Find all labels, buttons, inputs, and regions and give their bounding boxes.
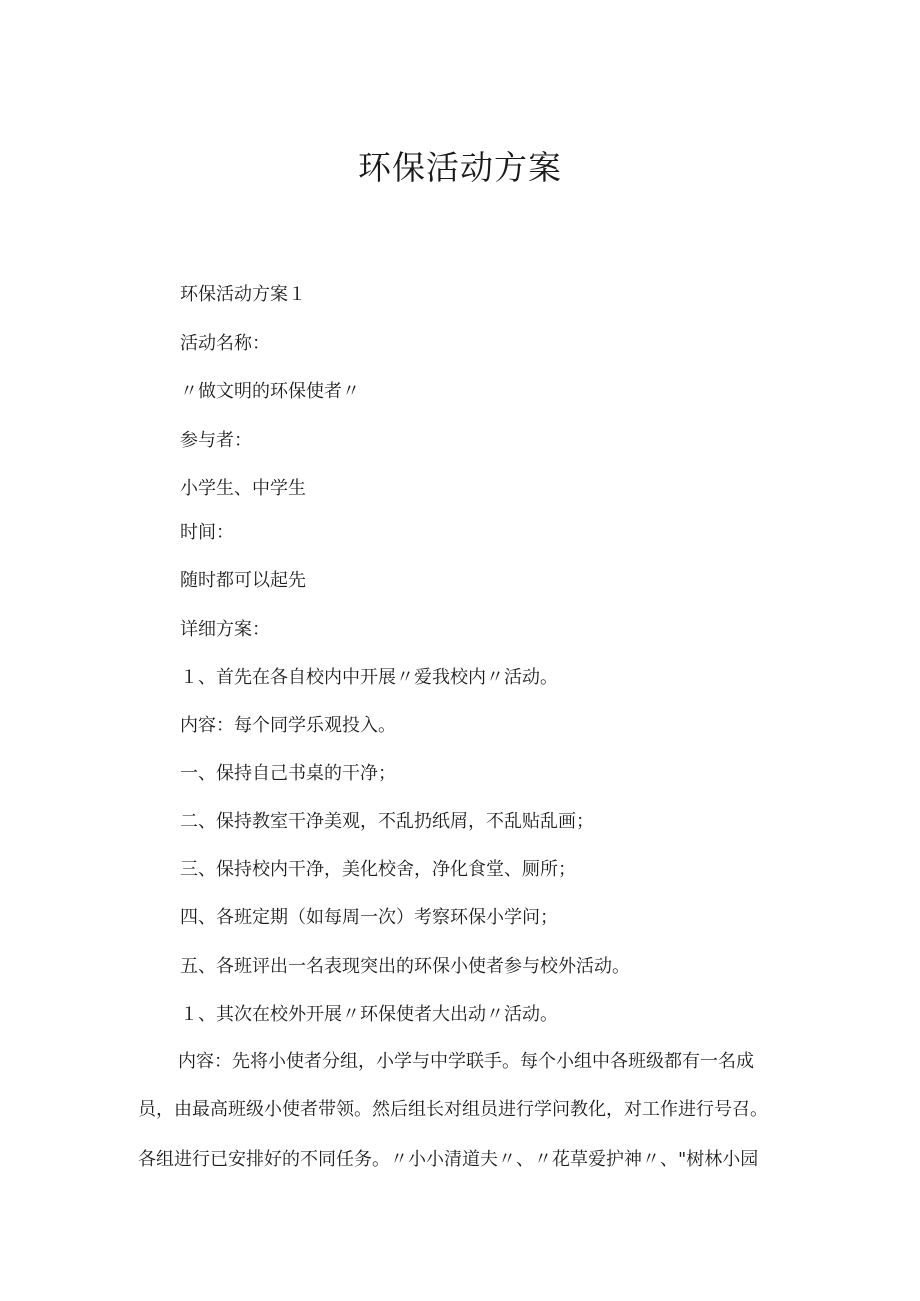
paragraph-line: 各组进行已安排好的不同任务。〃小小清道夫〃、〃花草爱护神〃、"树林小园 bbox=[138, 1149, 759, 1170]
list-item: 一、保持自己书桌的干净； bbox=[180, 763, 396, 784]
list-item: 五、各班评出一名表现突出的环保小使者参与校外活动。 bbox=[180, 956, 630, 977]
text-line: １、首先在各自校内中开展〃爱我校内〃活动。 bbox=[180, 667, 558, 688]
text-line: 〃做文明的环保使者〃 bbox=[180, 381, 360, 402]
document-title: 环保活动方案 bbox=[358, 148, 562, 187]
paragraph-line: 员，由最高班级小使者带领。然后组长对组员进行学问教化，对工作进行号召。 bbox=[138, 1099, 768, 1120]
text-line: 详细方案： bbox=[180, 619, 270, 640]
text-line: 活动名称： bbox=[180, 333, 270, 354]
text-line: 时间： bbox=[180, 522, 234, 543]
text-line: 小学生、中学生 bbox=[180, 478, 306, 499]
section-heading: 环保活动方案１ bbox=[180, 284, 306, 305]
text-line: 随时都可以起先 bbox=[180, 570, 306, 591]
list-item: 二、保持教室干净美观，不乱扔纸屑，不乱贴乱画； bbox=[180, 811, 594, 832]
paragraph-line: 内容：先将小使者分组，小学与中学联手。每个小组中各班级都有一名成 bbox=[178, 1051, 754, 1072]
text-line: 参与者： bbox=[180, 430, 252, 451]
text-line: 内容：每个同学乐观投入。 bbox=[180, 715, 396, 736]
text-line: １、其次在校外开展〃环保使者大出动〃活动。 bbox=[180, 1004, 558, 1025]
list-item: 三、保持校内干净，美化校舍，净化食堂、厕所； bbox=[180, 859, 576, 880]
list-item: 四、各班定期（如每周一次）考察环保小学问； bbox=[180, 907, 558, 928]
